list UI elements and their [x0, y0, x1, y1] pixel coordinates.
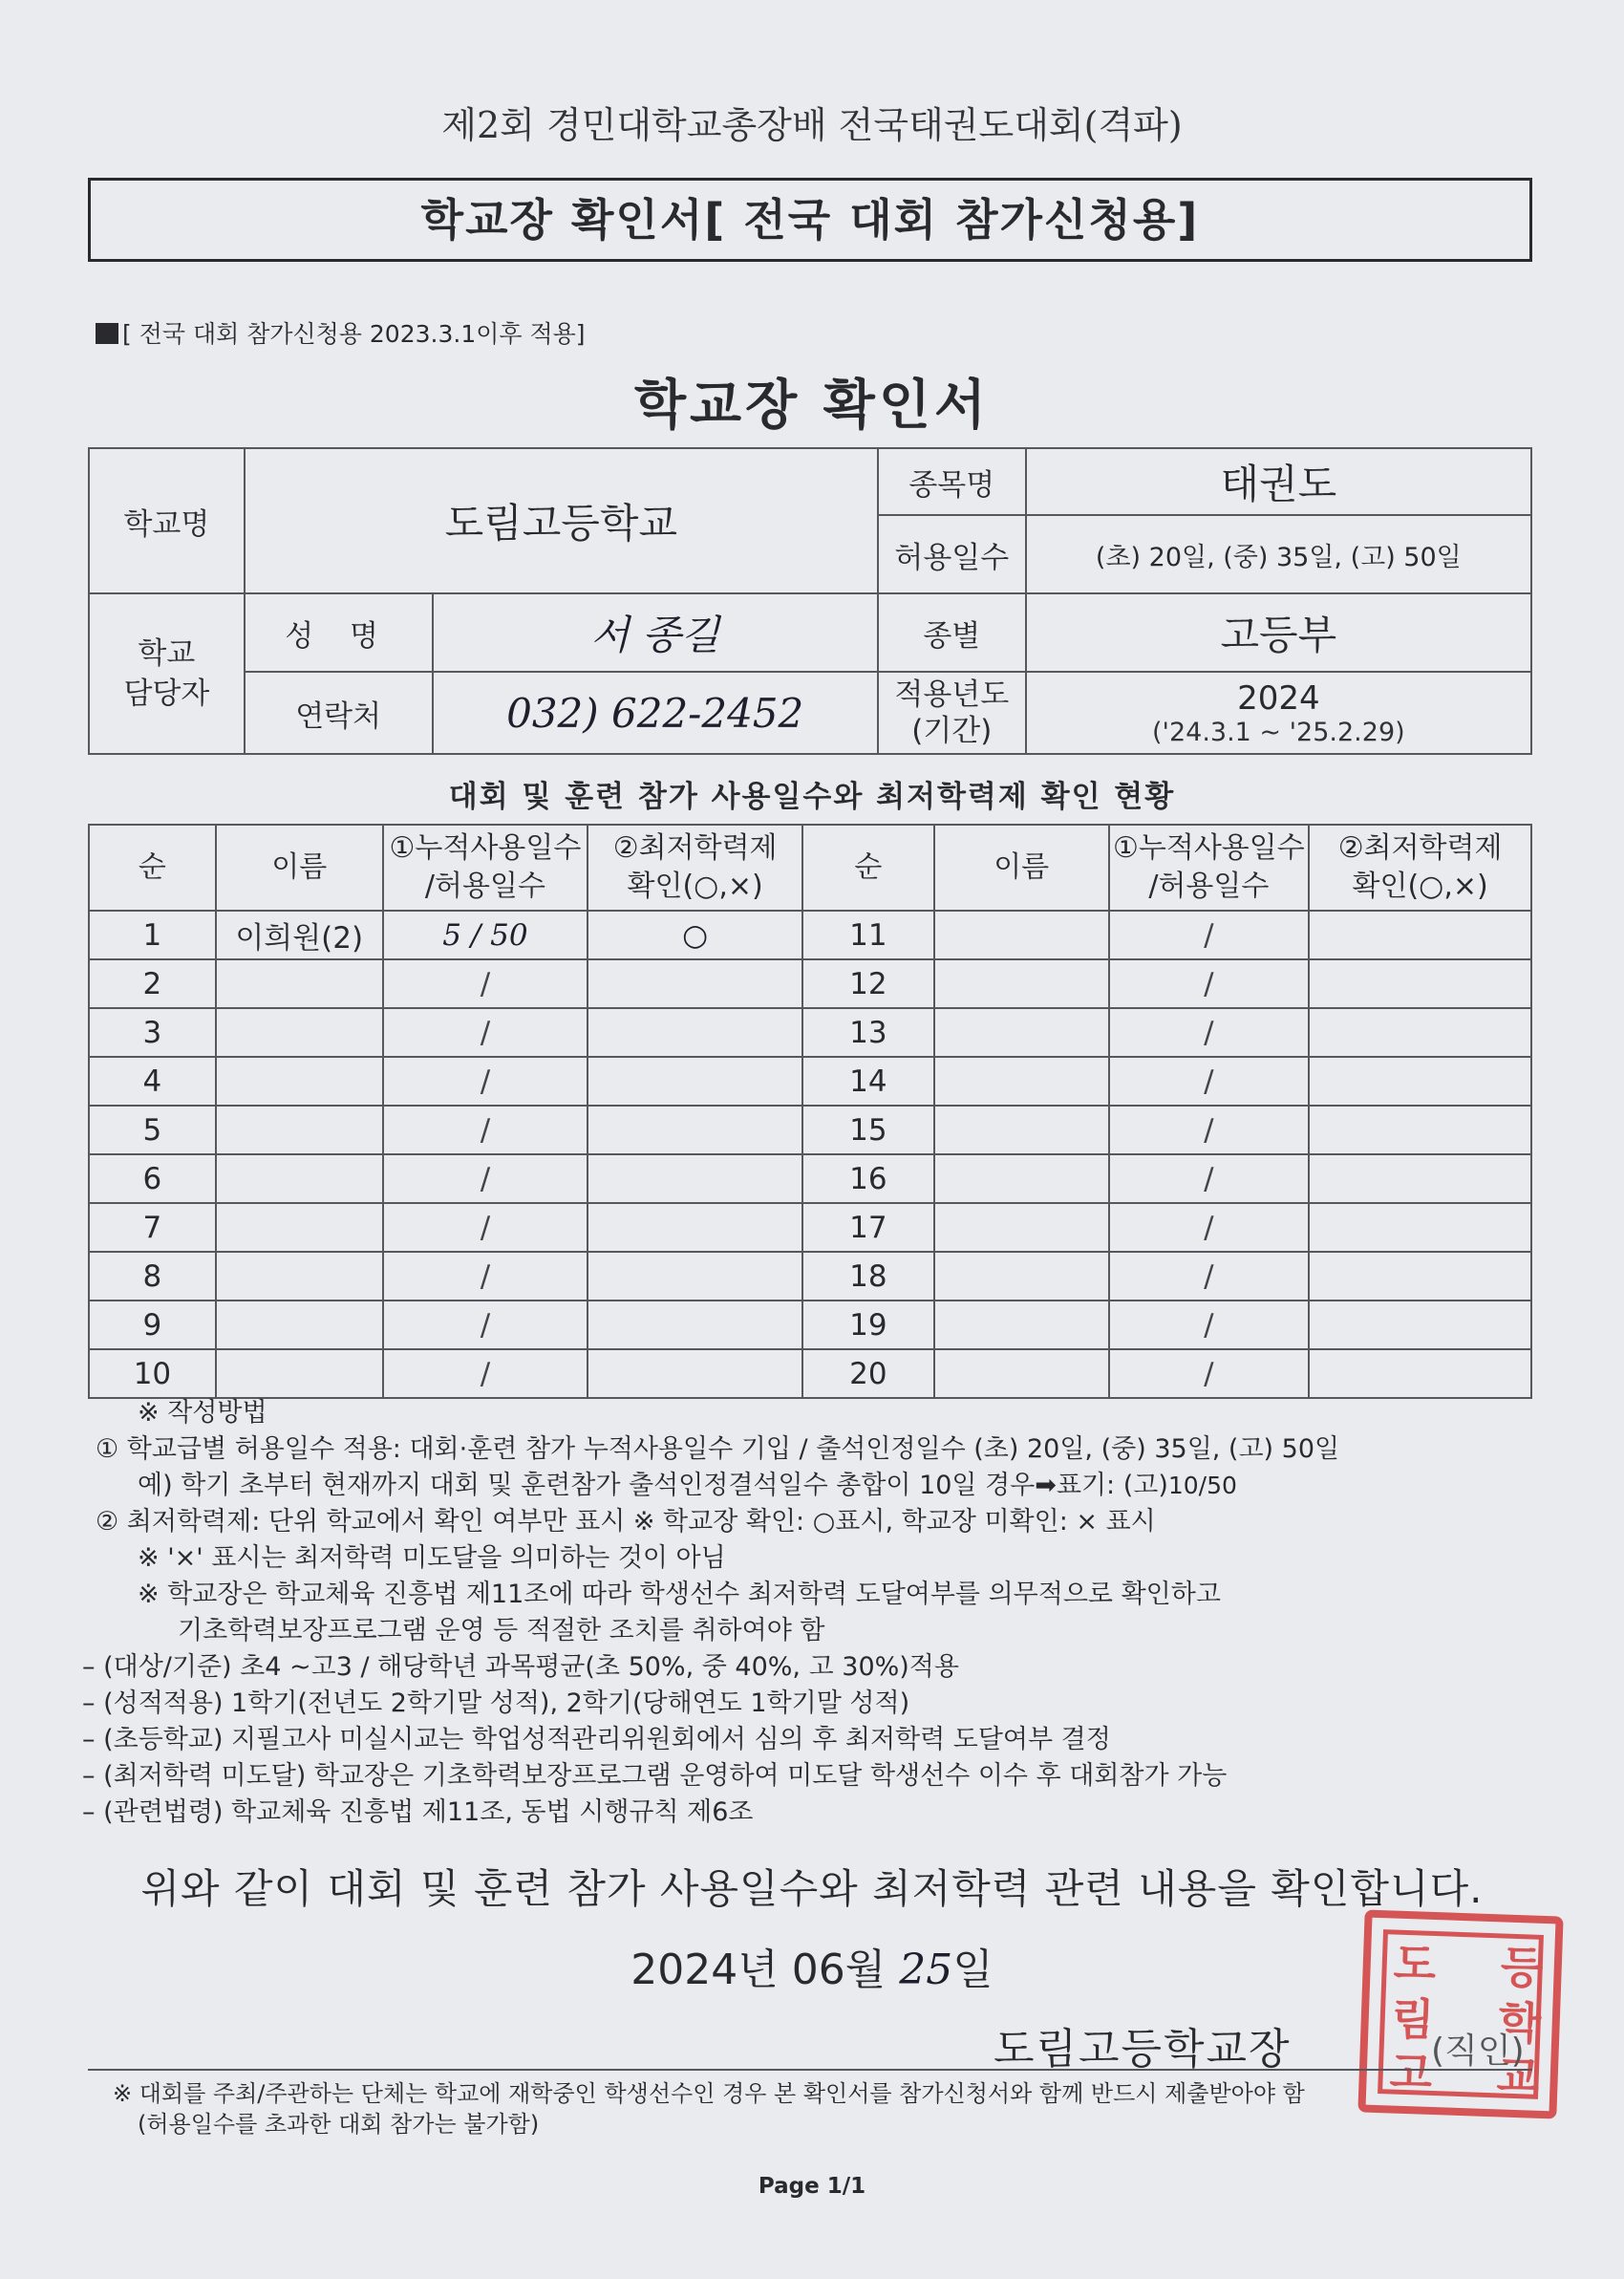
status-table	[88, 824, 1532, 1399]
example-text: 예) 학기 초부터 현재까지 대회 및 훈련참가 출석인정결석일수 총합이 10일 경우➡표기: (고)	[138, 1471, 1168, 1500]
instruction-item-1-example	[96, 1468, 1548, 1504]
year-label: 적용년도 (기간)	[878, 672, 1026, 754]
row-days: /	[383, 1057, 588, 1106]
row-name	[934, 1057, 1109, 1106]
instruction-note-2b: 기초학력보장프로그램 운영 등 적절한 조치를 취하여야 함	[178, 1616, 825, 1645]
form-title-box	[88, 178, 1532, 262]
row-number: 9	[89, 1301, 216, 1349]
row-check	[588, 959, 802, 1008]
applicability-note	[96, 315, 586, 350]
school-name-label: 학교명	[89, 448, 245, 593]
row-name	[934, 1301, 1109, 1349]
table-row	[89, 1106, 1531, 1154]
instruction-note-1: ※ '×' 표시는 최저학력 미도달을 의미하는 것이 아님	[138, 1543, 726, 1573]
declaration: 위와 같이 대회 및 훈련 참가 사용일수와 최저학력 관련 내용을 확인합니다.	[140, 1865, 1484, 1912]
row-days: /	[1109, 911, 1310, 959]
row-check	[1309, 1057, 1531, 1106]
applicability-text: [ 전국 대회 참가신청용 2023.3.1이후 적용]	[122, 320, 586, 348]
row-number: 4	[89, 1057, 216, 1106]
row-name	[216, 1349, 383, 1398]
row-name	[216, 1008, 383, 1057]
row-name	[216, 959, 383, 1008]
date-month-unit: 월	[844, 1946, 887, 1994]
row-number: 5	[89, 1106, 216, 1154]
row-check	[588, 1301, 802, 1349]
allowed-days-value: (초) 20일, (중) 35일, (고) 50일	[1026, 515, 1531, 593]
contact-person-label: 학교 담당자	[89, 593, 245, 754]
form-title: 학교장 확인서[ 전국 대회 참가신청용]	[420, 194, 1200, 246]
instruction-dash-5: – (관련법령) 학교체육 진흥법 제11조, 동법 시행규칙 제6조	[82, 1797, 754, 1827]
header-name: 이름	[216, 825, 383, 911]
row-number: 1	[89, 911, 216, 959]
category-label: 종별	[878, 593, 1026, 672]
header-days: ①누적사용일수 /허용일수	[383, 825, 588, 911]
row-days: /	[1109, 1203, 1310, 1252]
category-value: 고등부	[1026, 593, 1531, 672]
row-days: /	[1109, 1252, 1310, 1301]
seal-mark: (직인)	[1431, 2032, 1525, 2071]
row-days: /	[383, 1301, 588, 1349]
row-name	[216, 1154, 383, 1203]
event-title: 제2회 경민대학교총장배 전국태권도대회(격파)	[441, 104, 1183, 146]
allowed-days-label: 허용일수	[878, 515, 1026, 593]
seal-char: 교	[1495, 2050, 1541, 2103]
row-days: /	[1109, 1349, 1310, 1398]
date-year-unit: 년	[737, 1946, 779, 1994]
row-name	[216, 1106, 383, 1154]
row-name	[934, 1106, 1109, 1154]
table-row	[89, 1203, 1531, 1252]
header-days: ①누적사용일수 /허용일수	[1109, 825, 1310, 911]
table-row	[89, 959, 1531, 1008]
summary-title: 대회 및 훈련 참가 사용일수와 최저학력제 확인 현황	[448, 780, 1176, 814]
header-no: 순	[89, 825, 216, 911]
row-days: /	[1109, 1106, 1310, 1154]
footer-divider	[88, 2069, 1532, 2071]
main-title: 학교장 확인서	[633, 375, 991, 437]
instruction-dash-1: – (대상/기준) 초4 ~고3 / 해당학년 과목평균(초 50%, 중 40%, 고 30%)적용	[82, 1652, 959, 1682]
phone-label: 연락처	[245, 672, 433, 754]
row-name	[216, 1057, 383, 1106]
row-check	[1309, 1252, 1531, 1301]
example-value: 10/50	[1167, 1472, 1237, 1499]
school-name-value: 도림고등학교	[245, 448, 878, 593]
row-name	[216, 1301, 383, 1349]
row-days: /	[383, 1252, 588, 1301]
row-days: /	[383, 1008, 588, 1057]
row-number: 6	[89, 1154, 216, 1203]
row-days: 5 / 50	[383, 911, 588, 959]
row-number: 17	[802, 1203, 934, 1252]
row-name	[934, 1154, 1109, 1203]
table-header-row	[89, 825, 1531, 911]
row-check	[588, 1057, 802, 1106]
instruction-note-2a: ※ 학교장은 학교체육 진흥법 제11조에 따라 학생선수 최저학력 도달여부를 의무적으로 확인하고	[138, 1580, 1221, 1609]
year-value: 2024	[1237, 678, 1320, 718]
table-row	[89, 1154, 1531, 1203]
seal-char: 등	[1499, 1941, 1545, 1994]
row-number: 2	[89, 959, 216, 1008]
date-year: 2024	[630, 1946, 738, 1994]
row-check	[588, 1154, 802, 1203]
seal-char: 도	[1392, 1937, 1438, 1991]
date-day-unit: 일	[952, 1946, 994, 1994]
row-days: /	[1109, 1008, 1310, 1057]
row-days: /	[1109, 1057, 1310, 1106]
sport-value: 태권도	[1026, 448, 1531, 515]
row-check	[588, 1203, 802, 1252]
row-name	[934, 911, 1109, 959]
row-check	[1309, 1301, 1531, 1349]
row-name	[216, 1203, 383, 1252]
date-day: 25	[899, 1946, 953, 1994]
table-row	[89, 1252, 1531, 1301]
row-name	[934, 1008, 1109, 1057]
row-number: 11	[802, 911, 934, 959]
row-days: /	[383, 1106, 588, 1154]
seal-char: 고	[1388, 2046, 1434, 2099]
row-number: 12	[802, 959, 934, 1008]
row-number: 16	[802, 1154, 934, 1203]
row-number: 7	[89, 1203, 216, 1252]
row-check	[1309, 1154, 1531, 1203]
row-days: /	[1109, 1301, 1310, 1349]
row-number: 15	[802, 1106, 934, 1154]
row-number: 14	[802, 1057, 934, 1106]
row-name: 이희원(2)	[216, 911, 383, 959]
row-number: 3	[89, 1008, 216, 1057]
page-number: Page 1/1	[758, 2174, 866, 2199]
header-no: 순	[802, 825, 934, 911]
row-name	[934, 1203, 1109, 1252]
square-bullet-icon	[96, 323, 118, 344]
instructions	[82, 1395, 1548, 1831]
row-days: /	[383, 959, 588, 1008]
footer-note	[113, 2078, 1527, 2139]
date-month: 06	[791, 1946, 845, 1994]
row-name	[934, 959, 1109, 1008]
row-days: /	[383, 1154, 588, 1203]
instruction-item-2: ② 최저학력제: 단위 학교에서 확인 여부만 표시 ※ 학교장 확인: ○표시, 학교장 미확인: × 표시	[96, 1507, 1156, 1537]
instructions-heading: ※ 작성방법	[138, 1398, 267, 1428]
row-days: /	[383, 1203, 588, 1252]
footer-note-b: (허용일수를 초과한 대회 참가는 불가함)	[138, 2111, 540, 2138]
name-label: 성 명	[245, 593, 433, 672]
principal-name: 도림고등학교장	[994, 2025, 1292, 2074]
row-number: 20	[802, 1349, 934, 1398]
row-check	[1309, 1008, 1531, 1057]
instruction-item-1: ① 학교급별 허용일수 적용: 대회·훈련 참가 누적사용일수 기입 / 출석인정일수 (초) 20일, (중) 35일, (고) 50일	[96, 1434, 1340, 1464]
table-row	[89, 1301, 1531, 1349]
table-row	[89, 1057, 1531, 1106]
header-check: ②최저학력제 확인(○,×)	[1309, 825, 1531, 911]
row-check	[588, 1106, 802, 1154]
row-check	[588, 1349, 802, 1398]
row-check	[1309, 959, 1531, 1008]
row-days: /	[1109, 959, 1310, 1008]
row-check	[1309, 1203, 1531, 1252]
name-value: 서 종길	[433, 593, 878, 672]
header-check: ②최저학력제 확인(○,×)	[588, 825, 802, 911]
row-name	[934, 1252, 1109, 1301]
header-name: 이름	[934, 825, 1109, 911]
table-row	[89, 1349, 1531, 1398]
period-value: ('24.3.1 ~ '25.2.29)	[1152, 717, 1405, 747]
row-check	[1309, 911, 1531, 959]
row-number: 10	[89, 1349, 216, 1398]
status-table-body	[89, 825, 1531, 1398]
row-days: /	[1109, 1154, 1310, 1203]
table-row	[89, 911, 1531, 959]
row-name	[216, 1252, 383, 1301]
info-table	[88, 447, 1532, 755]
sport-label: 종목명	[878, 448, 1026, 515]
phone-value: 032) 622-2452	[433, 672, 878, 754]
row-number: 8	[89, 1252, 216, 1301]
instruction-dash-2: – (성적적용) 1학기(전년도 2학기말 성적), 2학기(당해연도 1학기말 성적)	[82, 1688, 910, 1718]
row-name	[934, 1349, 1109, 1398]
seal-char: 림	[1390, 1992, 1436, 2047]
instruction-dash-4: – (최저학력 미도달) 학교장은 기초학력보장프로그램 운영하여 미도달 학생선수 이수 후 대회참가 가능	[82, 1761, 1228, 1791]
footer-note-a: ※ 대회를 주최/주관하는 단체는 학교에 재학중인 학생선수인 경우 본 확인서를 참가신청서와 함께 반드시 제출받아야 함	[113, 2080, 1305, 2107]
year-cell	[1026, 672, 1531, 754]
row-number: 19	[802, 1301, 934, 1349]
row-check	[588, 1008, 802, 1057]
seal-char: 학	[1497, 1996, 1543, 2050]
row-check: ○	[588, 911, 802, 959]
table-row	[89, 1008, 1531, 1057]
instruction-dash-3: – (초등학교) 지필고사 미실시교는 학업성적관리위원회에서 심의 후 최저학력 도달여부 결정	[82, 1725, 1111, 1754]
row-check	[1309, 1106, 1531, 1154]
row-number: 13	[802, 1008, 934, 1057]
row-check	[588, 1252, 802, 1301]
row-check	[1309, 1349, 1531, 1398]
row-number: 18	[802, 1252, 934, 1301]
row-days: /	[383, 1349, 588, 1398]
